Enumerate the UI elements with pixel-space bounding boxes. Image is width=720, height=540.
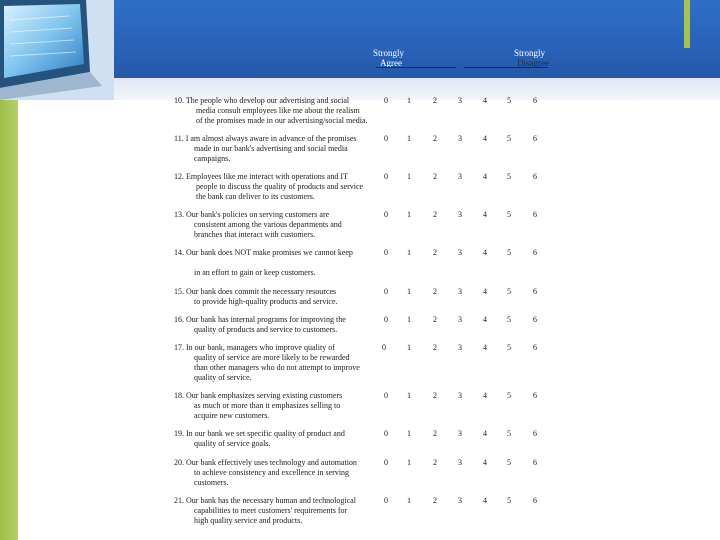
item-question-line: than other managers who do not attempt to improve [194, 363, 360, 372]
scale-rule [376, 67, 456, 68]
item-question [174, 134, 357, 164]
rating-option-3[interactable]: 3 [458, 287, 462, 296]
rating-option-4[interactable]: 4 [483, 210, 487, 219]
rating-option-0[interactable]: 0 [384, 496, 388, 505]
left-accent-bar [0, 100, 18, 540]
item-question-line: quality of service. [194, 373, 252, 382]
rating-option-6[interactable]: 6 [533, 248, 537, 257]
rating-option-6[interactable]: 6 [533, 458, 537, 467]
rating-option-3[interactable]: 3 [458, 172, 462, 181]
item-question-line: in an effort to gain or keep customers. [194, 268, 316, 277]
rating-option-6[interactable]: 6 [533, 172, 537, 181]
rating-option-2[interactable]: 2 [433, 134, 437, 143]
rating-option-6[interactable]: 6 [533, 496, 537, 505]
rating-option-0[interactable]: 0 [384, 210, 388, 219]
rating-option-5[interactable]: 5 [507, 496, 511, 505]
item-question [174, 458, 357, 488]
item-question-line: media consult employees like me about the realism [196, 106, 360, 115]
rating-option-2[interactable]: 2 [433, 172, 437, 181]
rating-option-1[interactable]: 1 [407, 391, 411, 400]
rating-option-1[interactable]: 1 [407, 458, 411, 467]
rating-option-5[interactable]: 5 [507, 429, 511, 438]
item-question-line: 14. Our bank does NOT make promises we cannot keep [174, 248, 353, 257]
item-question-line: quality of service are more likely to be rewarded [194, 353, 350, 362]
strongly-disagree-label-top: Strongly [514, 48, 546, 58]
rating-option-3[interactable]: 3 [458, 429, 462, 438]
item-question-line: to achieve consistency and excellence in serving [194, 468, 350, 477]
rating-option-6[interactable]: 6 [533, 287, 537, 296]
rating-option-2[interactable]: 2 [433, 210, 437, 219]
item-question-line: 16. Our bank has internal programs for improving the [174, 315, 346, 324]
scale-rule [464, 67, 548, 68]
item-question-line: 11. I am almost always aware in advance of the promises [174, 134, 357, 143]
rating-option-0[interactable]: 0 [384, 96, 388, 105]
rating-option-4[interactable]: 4 [483, 429, 487, 438]
item-question-line: 19. In our bank we set specific quality of product and [174, 429, 345, 438]
item-question-line: the bank can deliver to its customers. [196, 192, 315, 201]
item-question-line: 10. The people who develop our advertising and social [174, 96, 350, 105]
rating-option-0[interactable]: 0 [384, 429, 388, 438]
rating-option-1[interactable]: 1 [407, 343, 411, 352]
item-question-line: quality of products and service to customers. [194, 325, 338, 334]
item-question-line: 18. Our bank emphasizes serving existing customers [174, 391, 343, 400]
rating-option-1[interactable]: 1 [407, 134, 411, 143]
rating-option-6[interactable]: 6 [533, 343, 537, 352]
rating-option-4[interactable]: 4 [483, 458, 487, 467]
item-question-line: high quality service and products. [194, 516, 303, 525]
item-question [174, 248, 353, 278]
rating-option-4[interactable]: 4 [483, 134, 487, 143]
strongly-agree-label-bottom: Agree [380, 58, 402, 68]
rating-option-0[interactable]: 0 [384, 391, 388, 400]
rating-option-1[interactable]: 1 [407, 210, 411, 219]
rating-option-0[interactable]: 0 [384, 134, 388, 143]
item-question-line: to provide high-quality products and service. [194, 297, 338, 306]
rating-option-0[interactable]: 0 [384, 458, 388, 467]
rating-option-5[interactable]: 5 [507, 248, 511, 257]
item-question-line: 20. Our bank effectively uses technology and automation [174, 458, 357, 467]
rating-option-1[interactable]: 1 [407, 172, 411, 181]
rating-option-6[interactable]: 6 [533, 315, 537, 324]
rating-option-6[interactable]: 6 [533, 391, 537, 400]
item-question-line: 15. Our bank does commit the necessary resources [174, 287, 337, 296]
rating-option-3[interactable]: 3 [458, 458, 462, 467]
rating-option-3[interactable]: 3 [458, 315, 462, 324]
rating-option-5[interactable]: 5 [507, 343, 511, 352]
rating-option-1[interactable]: 1 [407, 96, 411, 105]
item-question-line: campaigns. [194, 154, 231, 163]
item-question-line: acquire new customers. [194, 411, 270, 420]
rating-option-5[interactable]: 5 [507, 210, 511, 219]
rating-option-1[interactable]: 1 [407, 496, 411, 505]
item-question-line: of the promises made in our advertising/social media. [196, 116, 368, 125]
rating-option-3[interactable]: 3 [458, 210, 462, 219]
item-question [174, 343, 360, 383]
rating-option-2[interactable]: 2 [433, 248, 437, 257]
rating-option-5[interactable]: 5 [507, 96, 511, 105]
rating-option-0[interactable]: 0 [384, 315, 388, 324]
strongly-disagree-label-bottom: Disagree [517, 58, 549, 68]
item-question-line [194, 258, 353, 268]
item-question-line: made in our bank's advertising and social media [194, 144, 348, 153]
rating-option-1[interactable]: 1 [407, 429, 411, 438]
rating-option-1[interactable]: 1 [407, 248, 411, 257]
rating-option-0[interactable]: 0 [384, 248, 388, 257]
item-question-line: people to discuss the quality of products and service [196, 182, 364, 191]
item-question [174, 210, 342, 240]
rating-option-2[interactable]: 2 [433, 96, 437, 105]
rating-option-3[interactable]: 3 [458, 134, 462, 143]
item-question-line: as much or more than it emphasizes selling to [194, 401, 341, 410]
rating-option-6[interactable]: 6 [533, 429, 537, 438]
item-question [174, 96, 368, 126]
item-question-line: customers. [194, 478, 229, 487]
rating-option-2[interactable]: 2 [433, 496, 437, 505]
item-question-line: branches that interact with customers. [194, 230, 316, 239]
rating-option-3[interactable]: 3 [458, 391, 462, 400]
rating-option-5[interactable]: 5 [507, 134, 511, 143]
rating-option-4[interactable]: 4 [483, 287, 487, 296]
rating-option-3[interactable]: 3 [458, 496, 462, 505]
item-question [174, 315, 346, 335]
rating-option-2[interactable]: 2 [433, 391, 437, 400]
rating-option-4[interactable]: 4 [483, 96, 487, 105]
item-question-line: 21. Our bank has the necessary human and technological [174, 496, 356, 505]
rating-option-5[interactable]: 5 [507, 315, 511, 324]
rating-option-2[interactable]: 2 [433, 458, 437, 467]
rating-option-0[interactable]: 0 [384, 172, 388, 181]
rating-option-2[interactable]: 2 [433, 315, 437, 324]
rating-option-4[interactable]: 4 [483, 315, 487, 324]
rating-option-4[interactable]: 4 [483, 343, 487, 352]
rating-option-4[interactable]: 4 [483, 248, 487, 257]
rating-option-2[interactable]: 2 [433, 287, 437, 296]
rating-option-4[interactable]: 4 [483, 172, 487, 181]
item-question-line: 13. Our bank's policies on serving customers are [174, 210, 330, 219]
item-question [174, 172, 363, 202]
rating-option-6[interactable]: 6 [533, 134, 537, 143]
rating-option-3[interactable]: 3 [458, 343, 462, 352]
rating-option-5[interactable]: 5 [507, 172, 511, 181]
rating-option-1[interactable]: 1 [407, 315, 411, 324]
item-question-line: 12. Employees like me interact with operations and IT [174, 172, 348, 181]
rating-option-6[interactable]: 6 [533, 210, 537, 219]
rating-option-6[interactable]: 6 [533, 96, 537, 105]
item-question [174, 391, 342, 421]
item-question-line: 17. In our bank, managers who improve quality of [174, 343, 335, 352]
scale-header [0, 0, 720, 80]
rating-option-1[interactable]: 1 [407, 287, 411, 296]
item-question [174, 496, 356, 526]
strongly-agree-label-top: Strongly [373, 48, 405, 58]
rating-option-5[interactable]: 5 [507, 287, 511, 296]
rating-option-4[interactable]: 4 [483, 496, 487, 505]
rating-option-0[interactable]: 0 [384, 287, 388, 296]
rating-option-2[interactable]: 2 [433, 343, 437, 352]
item-question-line: quality of service goals. [194, 439, 271, 448]
rating-option-5[interactable]: 5 [507, 458, 511, 467]
rating-option-3[interactable]: 3 [458, 96, 462, 105]
item-question [174, 429, 345, 449]
item-question-line: consistent among the various departments and [194, 220, 342, 229]
rating-option-4[interactable]: 4 [483, 391, 487, 400]
rating-option-2[interactable]: 2 [433, 429, 437, 438]
rating-option-3[interactable]: 3 [458, 248, 462, 257]
rating-option-5[interactable]: 5 [507, 391, 511, 400]
item-question-line: capabilities to meet customers' requirements for [194, 506, 348, 515]
rating-option-0[interactable]: 0 [382, 343, 386, 352]
item-question [174, 287, 338, 307]
